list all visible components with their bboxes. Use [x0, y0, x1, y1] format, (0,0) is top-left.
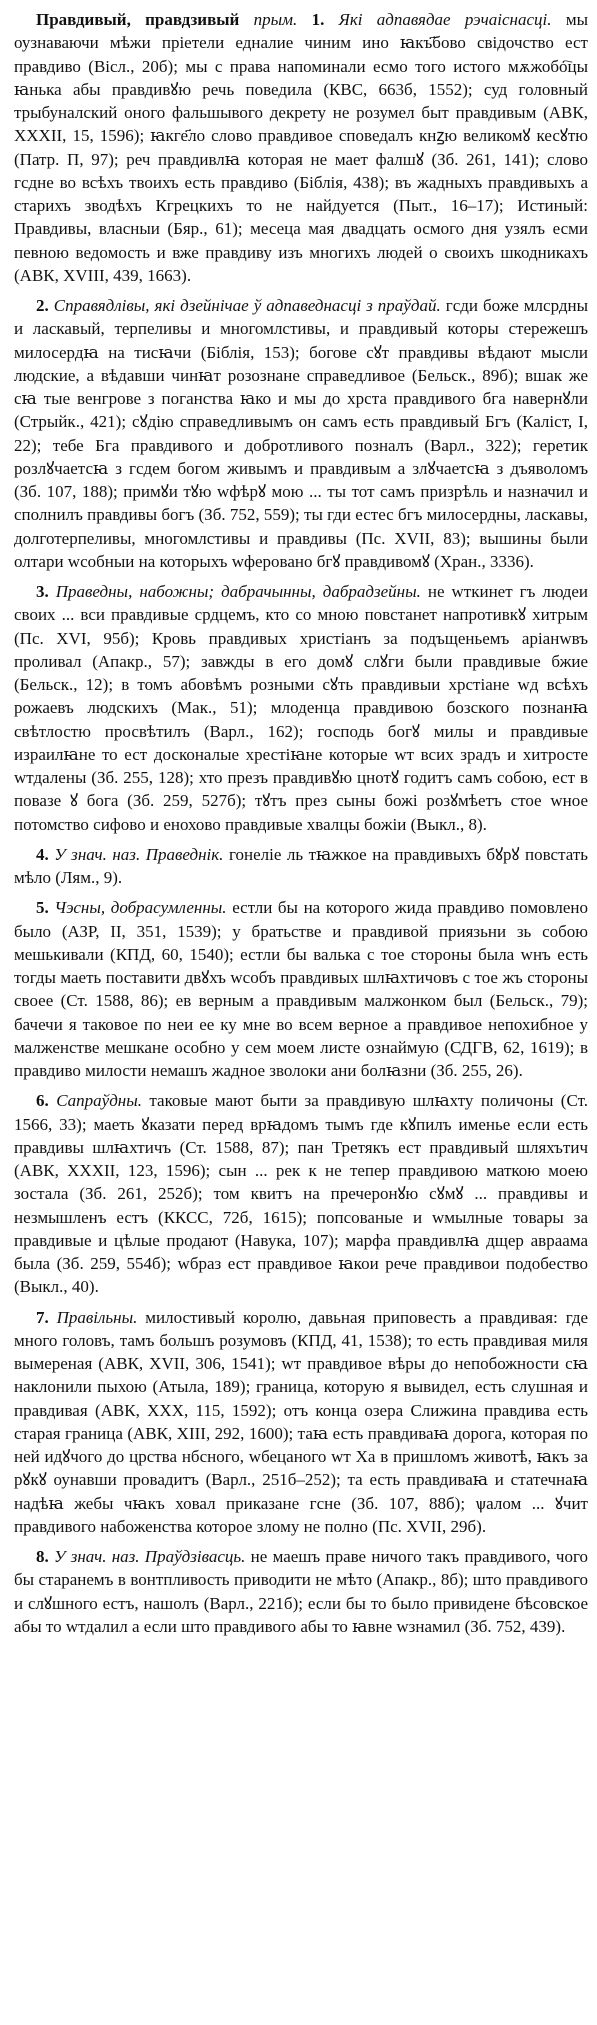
- sense-number: 3.: [36, 582, 49, 601]
- sense-number: 7.: [36, 1307, 49, 1327]
- sense-gloss: Чэсны, добрасумленны.: [54, 898, 227, 918]
- sense-7: [14, 1306, 588, 1539]
- sense-2: [14, 294, 588, 573]
- sense-3: [14, 580, 588, 836]
- sense-number: 1.: [311, 10, 325, 29]
- sense-gloss: Праведны, набожны; дабрачынны, дабрадзейны.: [55, 582, 421, 601]
- sense-text: не wткинет гъ людеи своих ... вси правдивые срдцемъ, кто со мною повстанет напротивкꙋ хитрым (Пс. XVI, 95б); Кровь правдивых христіанъ за подъщеньемъ аріанwвъ проливал (Апакр., 57); завжды в его домꙋ слꙋги были правдивые бжие (Бельск., 12); в томъ абовѣмъ розными сꙋть правдивыи хрстіане wд всѣхъ рожаевъ людскихъ (Мак., 51); млоденца правдивою бозского познанꙗ свѣтлостю просвѣтилъ (Варл., 162); господь богꙋ милы и правдивые израилꙗне то ест досконалые хрестіꙗне которые wт всих зрадъ и хитросте wтдалены (Зб. 255, 128); хто презъ правдивꙋю цнотꙋ годитъ самъ собою, ест в повазе ꙋ бога (Зб. 259, 527б); тꙋтъ през сыны божі розꙋмѣетъ стое wное потомство сифово и енохово правдивые хвалцы божіи (Выкл., 8).: [14, 582, 589, 834]
- sense-text: милостивый королю, давьная приповесть а правдивая: где много головъ, тамъ большъ розумовъ (КПД, 41, 1538); то есть правдивая миля вымереная (АВК, XVII, 306, 1541); wт правдивое вѣры до непобожности сꙗ наклонили пыхою (Атыла, 189); граница, которую я вывидел, есть слушная и правдивая (АВК, XXX, 115, 1592); отъ конца озера Слижина правдива есть старая граница (АВК, XIII, 292, 1600); таꙗ есть правдиваꙗ дорога, которая по ней идꙋчого до црства нбсного, wбецаного wт Ха в пришломъ животѣ, ꙗкъ за рꙋкꙋ оунавши провадитъ (Варл., 251б–252); та есть правдиваꙗ и статечнаꙗ надѣꙗ жебы чꙗкъ ховал приказане гсне (Зб. 107, 88б); ѱалом ... ꙋчит правдивого набоженства которое злому не полно (Пс. XVII, 29б).: [14, 1307, 589, 1536]
- sense-number: 6.: [36, 1091, 49, 1111]
- sense-gloss: Сапраўдны.: [56, 1091, 142, 1111]
- sense-4: [14, 843, 588, 890]
- sense-number: 5.: [36, 898, 49, 918]
- sense-gloss: У знач. наз. Праведнік.: [54, 844, 224, 864]
- sense-8: [14, 1545, 588, 1638]
- headword: Правдивый, правдзивый: [36, 10, 240, 29]
- sense-5: [14, 896, 588, 1082]
- part-of-speech: прым.: [253, 10, 298, 29]
- sense-number: 8.: [36, 1547, 49, 1566]
- sense-gloss: Справядлівы, які дзейнічае ў адпаведнасці з праўдай.: [53, 296, 441, 315]
- sense-number: 4.: [36, 844, 49, 864]
- sense-1: [14, 8, 588, 287]
- sense-text: мы оузнаваючи мѣжи прiетели едналие чиним ино ꙗкъ҃бово свідочство ест правдиво (Вісл., 20б); мы с права напоминали есмо того истого мѫжобо҇цы ꙗнька абы правдивꙋю речь поведила (КВС, 663б, 1552); суд головный трыбуналский оного фальшывого декрету не розумел быт правдивым (АВК, XXXII, 15, 1596); ꙗкге҃ло слово правдивое споведалъ кнꙁю великомꙋ кесꙋтю (Патр. П, 97); реч правдивлꙗ которая не мает фалшꙋ (Зб. 261, 141); слово гсдне во всѣхъ твоихъ есть правдиво (Біблія, 438); въ жадныхъ правдивыхъ а старихъ зводѣхъ Кгрецкихъ то не найдуется (Пыт., 16–17); Истиный: Правдивы, власныи (Бяр., 61); месеца мая двадцать осмого дня узялъ есми певною ведомость и вже правдиву изъ многихъ людей о своихъ шкодникахъ (АВК, XVIII, 439, 1663).: [14, 10, 589, 285]
- sense-6: [14, 1089, 588, 1298]
- sense-number: 2.: [36, 296, 49, 315]
- sense-gloss: Правільны.: [56, 1307, 138, 1327]
- sense-gloss: Які адпавядае рэчаіснасці.: [338, 10, 552, 29]
- sense-text: не маешъ праве ничого такъ правдивого, чого бы старанемъ в вонтпливость приводити не мѣто (Апакр., 8б); што правдивого и слꙋшного естъ, нашолъ (Варл., 221б); если бы то было привидене бѣсовское абы то wтдалил а если што правдивого абы то ꙗвне wзнамил (Зб. 752, 439).: [14, 1547, 589, 1636]
- sense-text: гонеліе ль тꙗжкое на правдивыхъ бꙋрꙋ повстать мѣло (Лям., 9).: [14, 844, 589, 887]
- sense-text: таковые мают быти за правдивую шлꙗхту поличоны (Ст. 1566, 33); маеть ꙋказати перед врꙗдомъ тымъ где кꙋпилъ именье если есть правдивы шлꙗхтичъ (Ст. 1588, 87); пан Третякъ ест правдивый шляхътич (АВК, XXXII, 123, 1596); сын ... рек к не тепер правдивою маткою моею зостала (Зб. 261, 252б); том квитъ на пречеронꙋю сꙋмꙋ ... правдивы и незмышленъ естъ (ККСС, 72б, 1615); попсованые и wмылные товары за правдивые и цѣлые продают (Навука, 107); марфа правдивлꙗ дщер авраама была (Зб. 259, 554б); wбраз ест правдивое ꙗкои рече правдивои подобество (Выкл., 40).: [14, 1091, 588, 1297]
- sense-text: естли бы на которого жида правдиво помовлено было (АЗР, II, 351, 1539); у братьстве и правдивой приязьни зь собою мешькивали (КПД, 60, 1540); естли бы валька с тое стороны была wнъ есть тогды маеть поставити двꙋхъ wсобъ правдивых шлꙗхтичовъ с тое жъ стороны своее (Ст. 1588, 86); ев верным а правдивым малжонком был (Бельск., 79); бачечи я таковое по неи ее ку мне во всем верное а правдивое непохибное у малженстве мешкане особно у сем моем листе ознаймую (СДГВ, 62, 1619); в правдиво милости немашъ жадное зволоки ани болꙗзни (Зб. 255, 26).: [14, 898, 589, 1080]
- sense-gloss: У знач. наз. Праўдзівасць.: [54, 1547, 246, 1566]
- sense-text: гсди боже млсрдны и ласкавый, терпеливы и многомлстивы, и правдивый которы стережешъ милосердꙗ на тисꙗчи (Біблія, 153); богове сꙋт правдивы вѣдают мысли людские, а вѣдавши чинꙗт розознане справедливое (Бельск., 89б); вшак же сꙗ тые венгрове з поганства ꙗко и мы до хрста правдивого бга навернꙋли (Стрыйк., 421); сꙋдію справедливымъ он самъ есть правдивый Бгъ (Каліст, I, 22); тебе Бга правдивого и добротливого позналъ (Варл., 322); геретик розлꙋчаетсꙗ з гсдем богом живымъ и правдивым а злꙋчаетсꙗ з дъяволомъ (Зб. 107, 188); примꙋи тꙋю wфѣрꙋ мою ... ты тот самъ призрѣль и назначил и сполнилъ правдивы богъ (Зб. 752, 559); ты гди естес бгъ милосердны, ласкавы, долготерпеливы, многомлстивы и правдивы (Пс. XVII, 83); вышины были олтари wсобныи на которыхъ wферовано бгꙋ правдивомꙋ (Хран., 3336).: [14, 296, 589, 571]
